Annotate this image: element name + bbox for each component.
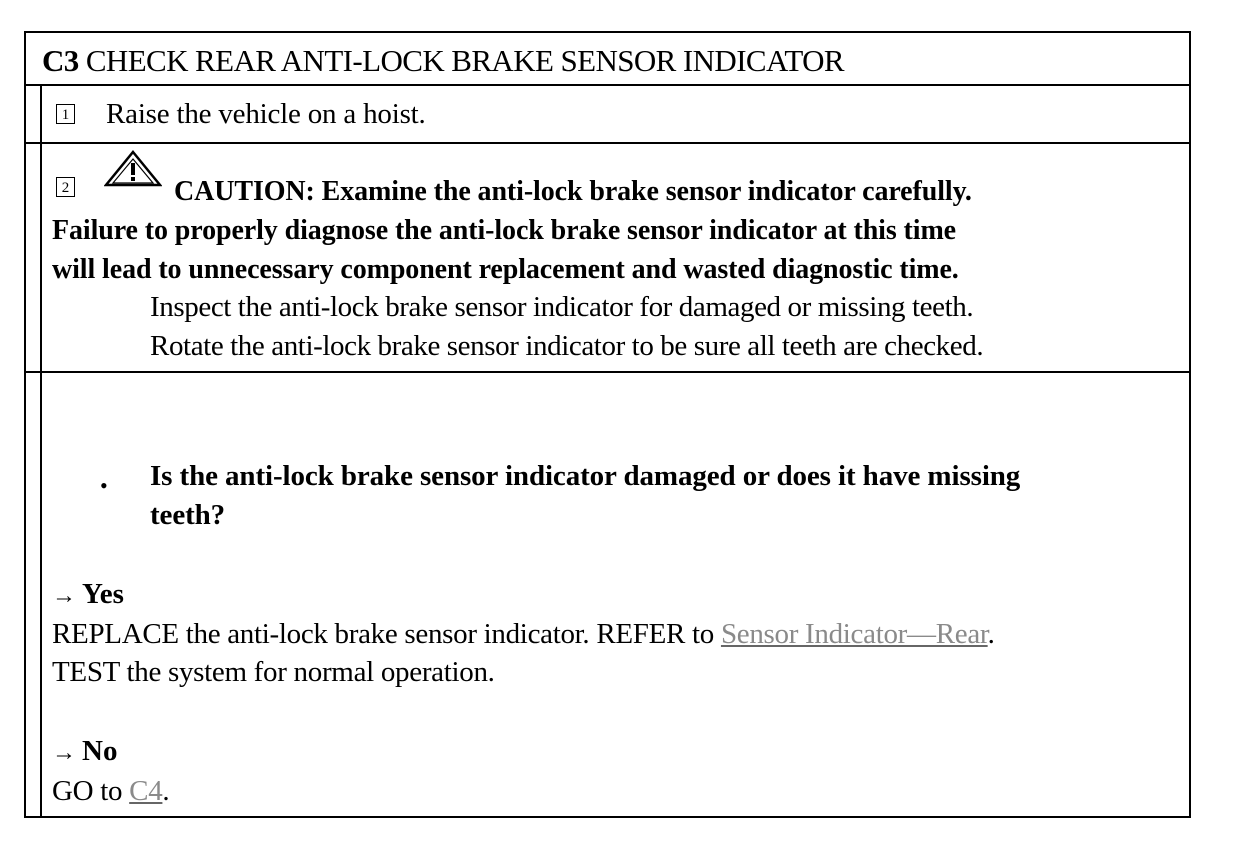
yes-label-text: Yes — [82, 578, 124, 610]
step-number-box: 1 — [56, 104, 75, 124]
step-1-row — [26, 86, 1189, 144]
bullet-icon: • — [100, 473, 108, 498]
diagnostic-step-table — [24, 31, 1191, 818]
left-rule — [40, 373, 42, 816]
no-action-suffix: . — [162, 775, 170, 807]
warning-triangle-icon — [104, 150, 162, 188]
caution-text: Failure to properly diagnose the anti-lock brake sensor indicator at this time — [52, 215, 957, 246]
instruction-text: Inspect the anti-lock brake sensor indicator for damaged or missing teeth. — [150, 291, 974, 323]
yes-test-text: TEST the system for normal operation. — [52, 656, 495, 688]
step-2-row — [26, 144, 1189, 373]
yes-action-suffix: . — [987, 618, 995, 650]
yes-label — [52, 578, 124, 611]
no-action-text — [52, 775, 169, 808]
no-label — [52, 735, 117, 768]
yes-action-text — [52, 618, 995, 651]
step-number-box: 2 — [56, 177, 75, 197]
result-row — [26, 373, 1189, 816]
step-title — [42, 43, 844, 79]
c4-link[interactable]: C4 — [129, 775, 163, 807]
arrow-right-icon: → — [52, 583, 76, 609]
step-title-text: CHECK REAR ANTI-LOCK BRAKE SENSOR INDICATOR — [85, 43, 844, 78]
caution-text: CAUTION: Examine the anti-lock brake sensor indicator carefully. — [174, 176, 972, 207]
instruction-text: Rotate the anti-lock brake sensor indicator to be sure all teeth are checked. — [150, 330, 984, 362]
sensor-indicator-rear-link[interactable]: Sensor Indicator—Rear — [720, 618, 988, 650]
left-rule — [40, 144, 42, 371]
question-text: Is the anti-lock brake sensor indicator damaged or does it have missing — [150, 460, 1021, 492]
question-text: teeth? — [150, 499, 226, 531]
left-rule — [40, 86, 42, 142]
no-action-prefix: GO to — [52, 775, 130, 807]
arrow-right-icon: → — [52, 740, 76, 766]
no-label-text: No — [82, 735, 118, 767]
yes-action-prefix: REPLACE the anti-lock brake sensor indicator. REFER to — [52, 618, 721, 650]
caution-text: will lead to unnecessary component replacement and wasted diagnostic time. — [52, 254, 959, 285]
title-row — [26, 33, 1189, 86]
step-1-text: Raise the vehicle on a hoist. — [106, 98, 426, 130]
step-code: C3 — [42, 43, 79, 78]
